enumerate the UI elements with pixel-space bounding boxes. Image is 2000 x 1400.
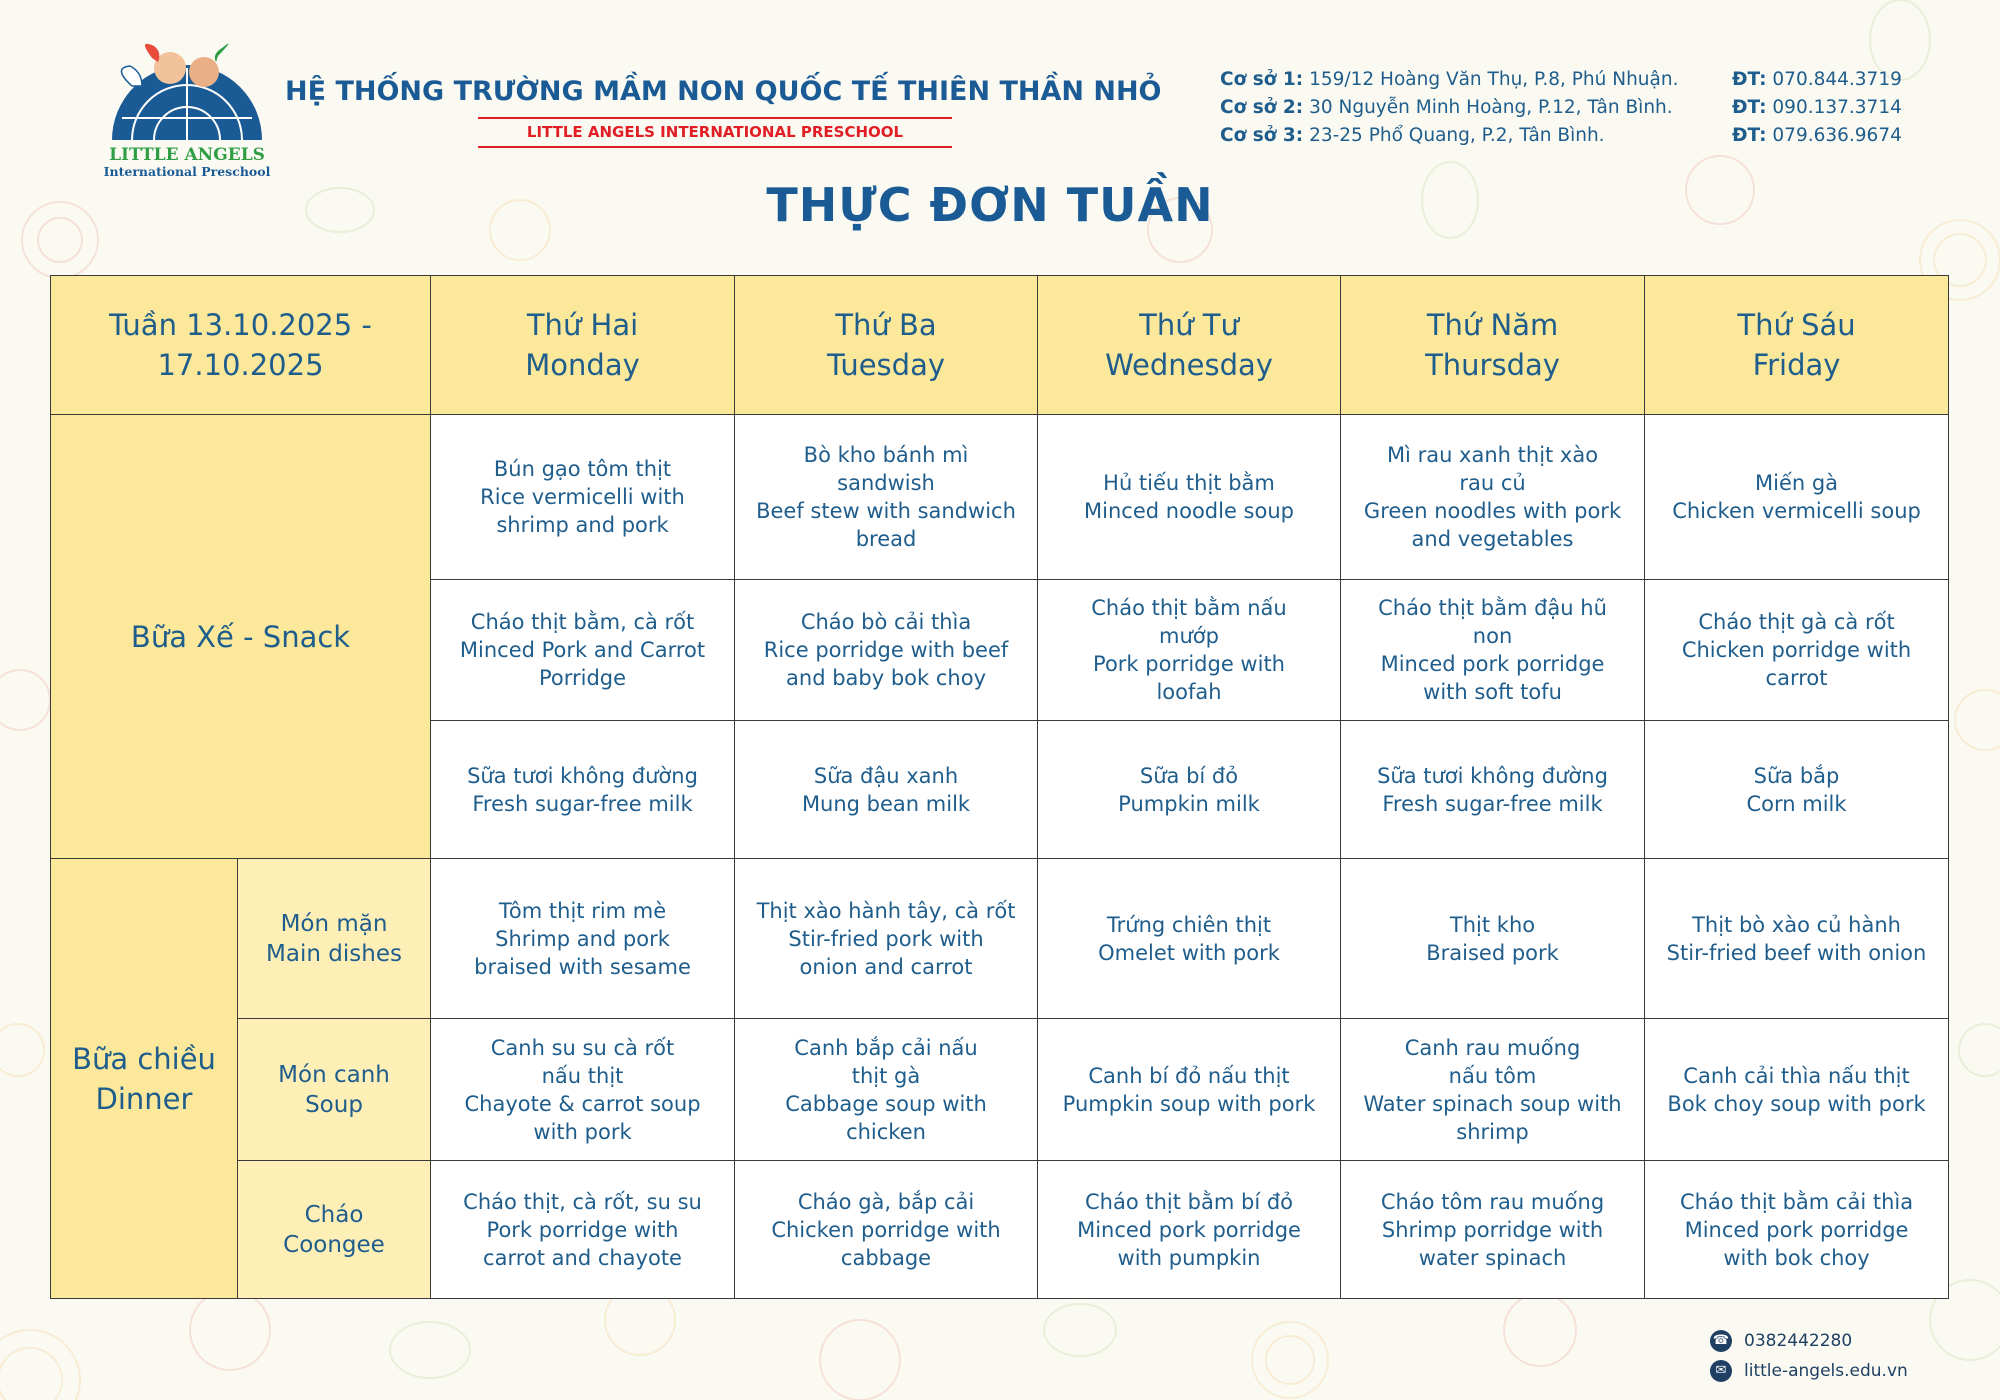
menu-cell: Cháo gà, bắp cải Chicken porridge with cabbage: [735, 1161, 1038, 1299]
dinner-row: [51, 1019, 1949, 1161]
menu-cell: Tôm thịt rim mè Shrimp and pork braised with sesame: [431, 859, 735, 1019]
dinner-label: Bữa chiều Dinner: [51, 859, 238, 1299]
footer-phone: 0382442280: [1744, 1331, 1853, 1351]
menu-cell: Cháo thịt gà cà rốt Chicken porridge with carrot: [1645, 580, 1949, 721]
campus-label: Cơ sở 3:: [1220, 125, 1304, 146]
campus-row: [1220, 66, 1920, 94]
snack-row: [51, 415, 1949, 580]
menu-cell: Sữa tươi không đường Fresh sugar-free milk: [1341, 721, 1645, 859]
campus-list: [1220, 66, 1920, 150]
header: [0, 0, 2000, 270]
menu-cell: Canh rau muống nấu tôm Water spinach soup with shrimp: [1341, 1019, 1645, 1161]
logo-text-line1: LITTLE ANGELS: [109, 145, 265, 165]
menu-cell: Canh cải thìa nấu thịt Bok choy soup with pork: [1645, 1019, 1949, 1161]
menu-cell: Cháo thịt bằm, cà rốt Minced Pork and Carrot Porridge: [431, 580, 735, 721]
menu-cell: Sữa bắp Corn milk: [1645, 721, 1949, 859]
day-header-tuesday: Thứ Ba Tuesday: [735, 276, 1038, 415]
menu-cell: Cháo thịt, cà rốt, su su Pork porridge with carrot and chayote: [431, 1161, 735, 1299]
menu-cell: Miến gà Chicken vermicelli soup: [1645, 415, 1949, 580]
phone-label: ĐT:: [1732, 125, 1767, 146]
phone-label: ĐT:: [1732, 97, 1767, 118]
campus-label: Cơ sở 1:: [1220, 69, 1304, 90]
menu-cell: Sữa bí đỏ Pumpkin milk: [1038, 721, 1341, 859]
menu-cell: Canh bí đỏ nấu thịt Pumpkin soup with pork: [1038, 1019, 1341, 1161]
menu-cell: Bò kho bánh mì sandwish Beef stew with sandwich bread: [735, 415, 1038, 580]
menu-cell: Cháo tôm rau muống Shrimp porridge with water spinach: [1341, 1161, 1645, 1299]
phone-label: ĐT:: [1732, 69, 1767, 90]
campus-address: 30 Nguyễn Minh Hoàng, P.12, Tân Bình.: [1309, 97, 1673, 118]
logo-text-line2: International Preschool: [103, 164, 271, 178]
menu-cell: Trứng chiên thịt Omelet with pork: [1038, 859, 1341, 1019]
footer-website[interactable]: little-angels.edu.vn: [1744, 1361, 1908, 1381]
menu-cell: Cháo thịt bằm đậu hũ non Minced pork porridge with soft tofu: [1341, 580, 1645, 721]
campus-row: [1220, 122, 1920, 150]
menu-cell: Thịt xào hành tây, cà rốt Stir-fried pork with onion and carrot: [735, 859, 1038, 1019]
menu-cell: Thịt kho Braised pork: [1341, 859, 1645, 1019]
snack-label: Bữa Xế - Snack: [51, 415, 431, 859]
menu-cell: Sữa tươi không đường Fresh sugar-free milk: [431, 721, 735, 859]
menu-cell: Canh su su cà rốt nấu thịt Chayote & carrot soup with pork: [431, 1019, 735, 1161]
day-header-friday: Thứ Sáu Friday: [1645, 276, 1949, 415]
week-range: Tuần 13.10.2025 - 17.10.2025: [51, 276, 431, 415]
menu-cell: Thịt bò xào củ hành Stir-fried beef with onion: [1645, 859, 1949, 1019]
dinner-subcategory: Cháo Coongee: [238, 1161, 431, 1299]
menu-title: THỰC ĐƠN TUẦN: [766, 178, 1214, 232]
campus-phone: 090.137.3714: [1772, 97, 1902, 118]
school-subtitle: LITTLE ANGELS INTERNATIONAL PRESCHOOL: [478, 117, 952, 148]
campus-phone: 079.636.9674: [1772, 125, 1902, 146]
day-header-wednesday: Thứ Tư Wednesday: [1038, 276, 1341, 415]
menu-cell: Hủ tiếu thịt bằm Minced noodle soup: [1038, 415, 1341, 580]
campus-address: 23-25 Phổ Quang, P.2, Tân Bình.: [1309, 125, 1605, 146]
day-header-monday: Thứ Hai Monday: [431, 276, 735, 415]
menu-cell: Cháo thịt bằm nấu mướp Pork porridge with loofah: [1038, 580, 1341, 721]
header-row: [51, 276, 1949, 415]
footer-phone-row: [1710, 1326, 1908, 1356]
dinner-subcategory: Món mặn Main dishes: [238, 859, 431, 1019]
dinner-row: [51, 859, 1949, 1019]
web-icon: ✉: [1710, 1360, 1732, 1382]
campus-phone: 070.844.3719: [1772, 69, 1902, 90]
menu-cell: Cháo thịt bằm bí đỏ Minced pork porridge with pumpkin: [1038, 1161, 1341, 1299]
dinner-row: [51, 1161, 1949, 1299]
menu-cell: Sữa đậu xanh Mung bean milk: [735, 721, 1038, 859]
campus-label: Cơ sở 2:: [1220, 97, 1304, 118]
menu-cell: Cháo bò cải thìa Rice porridge with beef and baby bok choy: [735, 580, 1038, 721]
dinner-subcategory: Món canh Soup: [238, 1019, 431, 1161]
footer-web-row: [1710, 1356, 1908, 1386]
menu-cell: Bún gạo tôm thịt Rice vermicelli with shrimp and pork: [431, 415, 735, 580]
footer-contact: [1710, 1326, 1908, 1386]
day-header-thursday: Thứ Năm Thursday: [1341, 276, 1645, 415]
menu-cell: Canh bắp cải nấu thịt gà Cabbage soup with chicken: [735, 1019, 1038, 1161]
school-logo: [92, 28, 282, 178]
school-title: HỆ THỐNG TRƯỜNG MẦM NON QUỐC TẾ THIÊN THẦN NHỎ: [285, 76, 1162, 107]
menu-cell: Cháo thịt bằm cải thìa Minced pork porridge with bok choy: [1645, 1161, 1949, 1299]
phone-icon: ☎: [1710, 1330, 1732, 1352]
campus-row: [1220, 94, 1920, 122]
campus-address: 159/12 Hoàng Văn Thụ, P.8, Phú Nhuận.: [1309, 69, 1679, 90]
weekly-menu-table: [50, 275, 1949, 1299]
menu-cell: Mì rau xanh thịt xào rau củ Green noodles with pork and vegetables: [1341, 415, 1645, 580]
